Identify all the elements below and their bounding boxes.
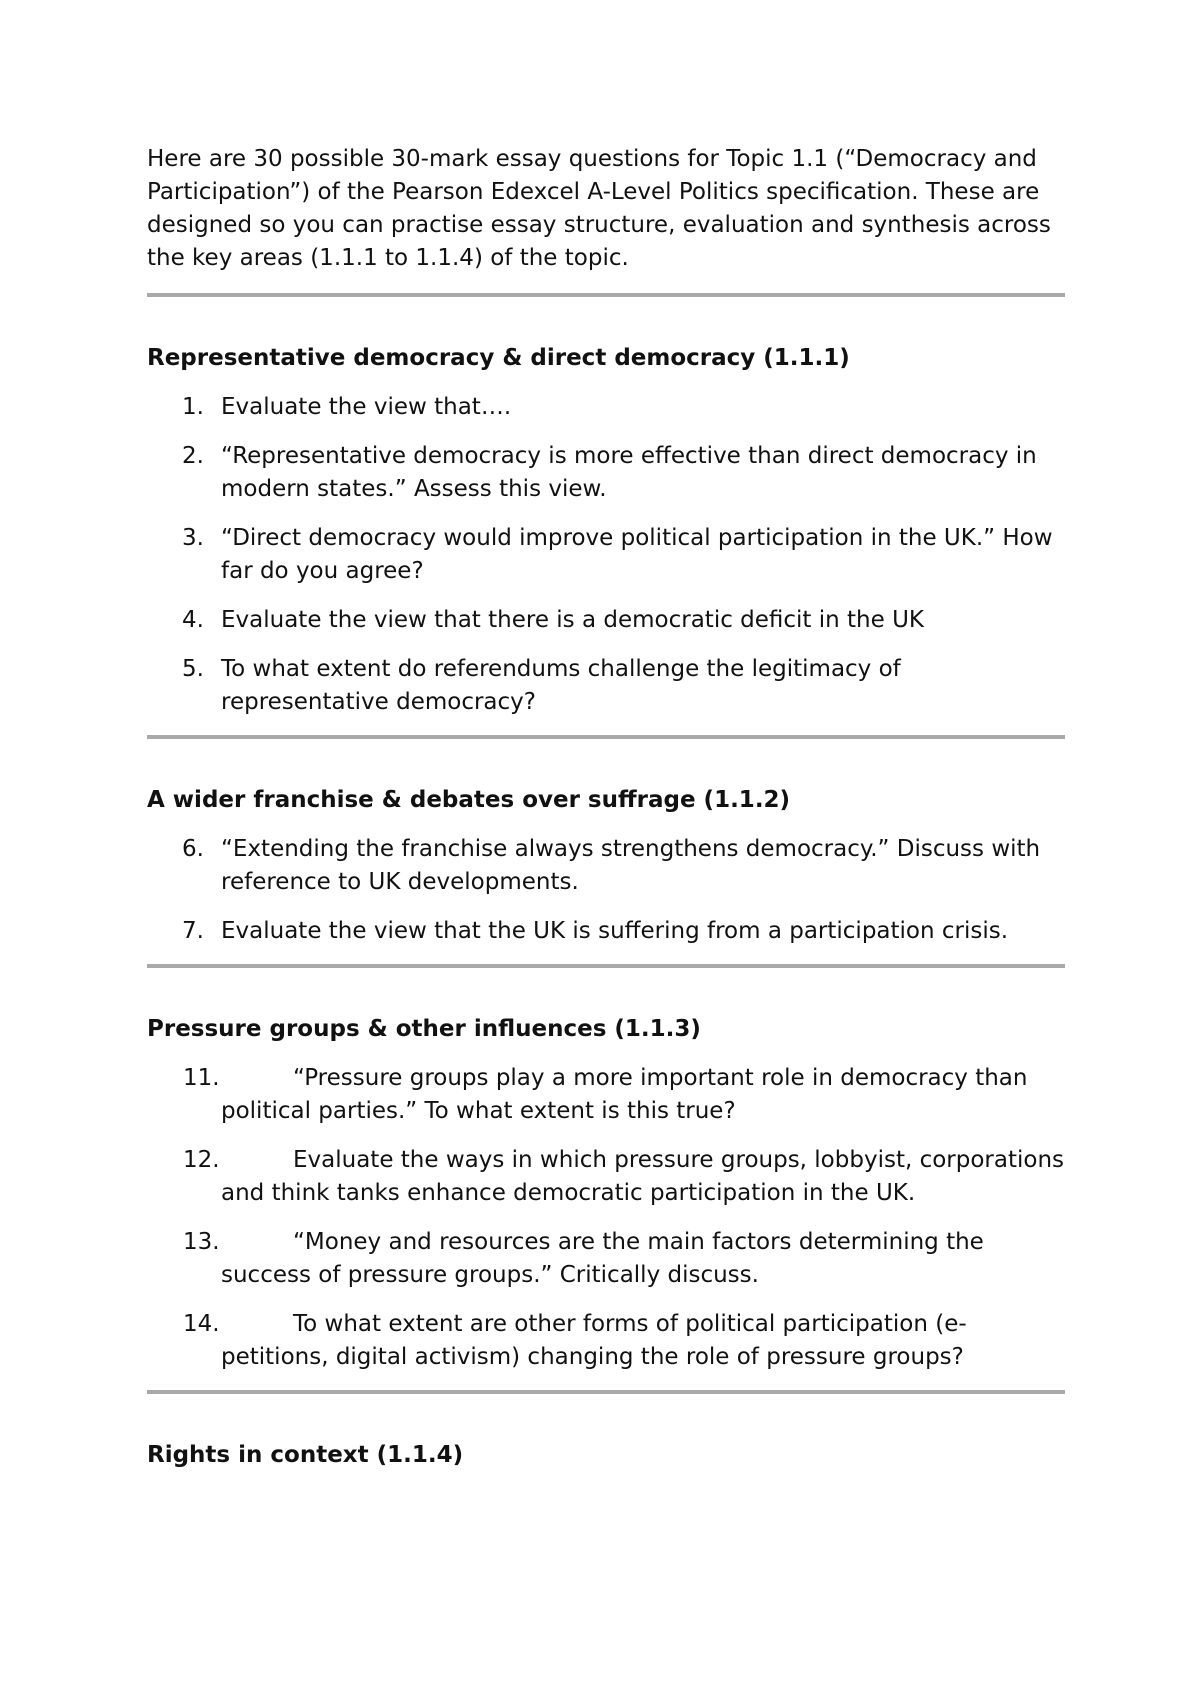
question-number: 7. [182, 918, 204, 944]
question-text: To what extent are other forms of political participation (e-petitions, digital activism) changing the role of pressure groups? [221, 1311, 967, 1370]
question-item [147, 604, 1067, 637]
question-item [147, 391, 1067, 424]
question-item [147, 833, 1067, 899]
question-item [147, 1308, 1067, 1374]
question-item [147, 522, 1067, 588]
question-text: Evaluate the ways in which pressure groups, lobbyist, corporations and think tanks enhance democratic participation in the UK. [221, 1147, 1065, 1206]
question-text: “Direct democracy would improve political participation in the UK.” How far do you agree? [221, 525, 1053, 584]
section-heading-1-1-1: Representative democracy & direct democracy (1.1.1) [147, 345, 850, 371]
question-text: Evaluate the view that…. [221, 394, 512, 420]
question-text: “Money and resources are the main factors determining the success of pressure groups.” Critically discuss. [221, 1229, 984, 1288]
question-item [147, 440, 1067, 506]
question-list-1-1-2 [147, 833, 1067, 948]
question-number: 3. [182, 525, 204, 551]
section-heading-1-1-3: Pressure groups & other influences (1.1.3) [147, 1016, 701, 1042]
question-number: 11. [183, 1065, 220, 1091]
question-number: 12. [183, 1147, 220, 1173]
question-number: 14. [183, 1311, 220, 1337]
question-list-1-1-3 [147, 1062, 1067, 1374]
question-number: 4. [182, 607, 204, 633]
question-number: 1. [182, 394, 204, 420]
intro-paragraph: Here are 30 possible 30-mark essay questions for Topic 1.1 (“Democracy and Participation”) of the Pearson Edexcel A-Level Politics specification. These are designed so you can practise essay structure, evaluation and synthesis across the key areas (1.1.1 to 1.1.4) of the topic. [147, 146, 1051, 271]
question-text: “Representative democracy is more effective than direct democracy in modern states.” Assess this view. [221, 443, 1037, 502]
question-item [147, 1226, 1067, 1292]
question-text: “Extending the franchise always strengthens democracy.” Discuss with reference to UK developments. [221, 836, 1041, 895]
section-heading-1-1-2: A wider franchise & debates over suffrage (1.1.2) [147, 787, 791, 813]
question-number: 5. [182, 656, 204, 682]
question-item [147, 1062, 1067, 1128]
document-page [147, 143, 1067, 1472]
section-divider [147, 964, 1065, 968]
question-list-1-1-1 [147, 391, 1067, 719]
question-number: 2. [182, 443, 204, 469]
section-divider [147, 1390, 1065, 1394]
question-item [147, 1144, 1067, 1210]
question-item [147, 915, 1067, 948]
question-text: Evaluate the view that the UK is suffering from a participation crisis. [221, 918, 1009, 944]
question-number: 6. [182, 836, 204, 862]
question-item [147, 653, 1067, 719]
section-heading-1-1-4: Rights in context (1.1.4) [147, 1442, 464, 1468]
question-text: To what extent do referendums challenge the legitimacy of representative democracy? [221, 656, 901, 715]
section-divider [147, 735, 1065, 739]
question-number: 13. [183, 1229, 220, 1255]
question-text: Evaluate the view that there is a democratic deficit in the UK [221, 607, 925, 633]
section-divider [147, 293, 1065, 297]
question-text: “Pressure groups play a more important role in democracy than political parties.” To what extent is this true? [221, 1065, 1028, 1124]
